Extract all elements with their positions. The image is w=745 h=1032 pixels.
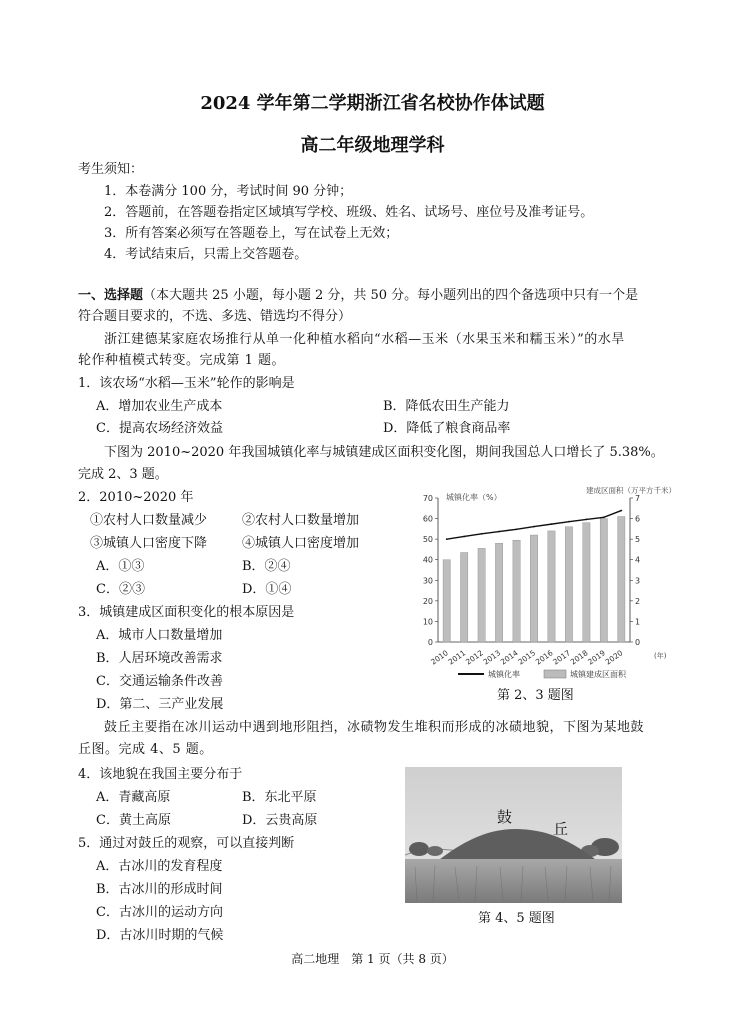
q2-statement-1: ①农村人口数量减少 (90, 513, 208, 528)
q2-option-c: C．②③ (96, 582, 145, 597)
left-tick-label: 20 (422, 596, 433, 606)
q5-option-a: A．古冰川的发育程度 (96, 859, 223, 874)
page-footer: 高二地理 第 1 页（共 8 页） (291, 952, 454, 966)
q2-statement-3: ③城镇人口密度下降 (90, 536, 208, 551)
x-tick-label: 2011 (446, 648, 468, 667)
right-tick-label: 2 (635, 596, 641, 606)
drumlin-photo (405, 767, 622, 903)
bar-2015 (530, 535, 537, 642)
question-2-stem: 2．2010~2020 年 (78, 490, 194, 505)
x-tick-label: 2019 (586, 648, 607, 667)
left-tick-label: 30 (422, 576, 433, 586)
rate-point-2010 (446, 538, 448, 540)
right-tick-label: 7 (635, 494, 641, 503)
x-tick-label: 2010 (429, 648, 450, 667)
rate-point-2019 (603, 516, 605, 518)
notice-heading: 考生须知： (78, 162, 144, 177)
photo-label-gu: 鼓 (497, 808, 513, 826)
rate-point-2018 (585, 518, 587, 520)
q3-option-a: A．城市人口数量增加 (96, 628, 223, 643)
chart-x-unit: (年) (654, 652, 667, 660)
bar-2013 (495, 543, 502, 642)
q3-option-c: C．交通运输条件改善 (96, 674, 223, 689)
urbanization-chart (418, 484, 674, 684)
q4-option-d: D．云贵高原 (242, 813, 318, 828)
chart-left-axis-label: 城镇化率（%） (446, 493, 502, 502)
bar-2018 (583, 523, 590, 642)
q2-statement-2: ②农村人口数量增加 (242, 513, 360, 528)
bar-2020 (618, 517, 625, 642)
left-tick-label: 50 (422, 535, 433, 545)
q1-option-b: B．降低农田生产能力 (383, 399, 510, 414)
page-title: 2024 学年第二学期浙江省名校协作体试题 (200, 93, 545, 114)
q4-option-b: B．东北平原 (242, 790, 317, 805)
q1-option-d: D．降低了粮食商品率 (383, 421, 511, 436)
left-tick-label: 0 (427, 638, 433, 647)
rate-point-2017 (568, 521, 570, 523)
passage-1-line-2: 轮作种植模式转变。完成第 1 题。 (78, 353, 286, 368)
x-tick-label: 2013 (481, 648, 503, 667)
drumlin-illustration (405, 767, 622, 903)
right-tick-label: 4 (635, 555, 641, 565)
bar-2010 (443, 560, 450, 642)
right-tick-label: 3 (635, 576, 641, 586)
right-tick-label: 1 (635, 617, 641, 627)
question-4-stem: 4．该地貌在我国主要分布于 (78, 767, 243, 782)
notice-item: 2．答题前，在答题卷指定区域填写学校、班级、姓名、试场号、座位号及准考证号。 (104, 205, 594, 220)
section-header (78, 286, 638, 305)
rate-point-2015 (533, 526, 535, 528)
bar-2019 (600, 519, 607, 642)
x-tick-label: 2017 (551, 648, 573, 667)
passage-1-line-1: 浙江建德某家庭农场推行从单一化种植水稻向“水稻—玉米（水果玉米和糯玉米）”的水旱 (104, 332, 625, 347)
rate-point-2011 (463, 536, 465, 538)
x-tick-label: 2018 (568, 648, 590, 667)
rate-point-2013 (498, 531, 500, 533)
q3-option-b: B．人居环境改善需求 (96, 651, 223, 666)
rate-point-2014 (516, 528, 518, 530)
left-tick-label: 70 (422, 494, 433, 503)
right-tick-label: 6 (635, 514, 641, 524)
legend-label-area: 城镇建成区面积 (570, 670, 626, 679)
passage-3-line-2: 丘图。完成 4、5 题。 (78, 742, 213, 757)
rate-point-2016 (551, 523, 553, 525)
tree-left (409, 842, 429, 856)
section-label: 一、选择题 (78, 288, 144, 303)
q4-option-c: C．黄土高原 (96, 813, 171, 828)
q2-option-a: A．①③ (96, 559, 145, 574)
passage-2-line-2: 完成 2、3 题。 (78, 467, 168, 482)
chart-caption: 第 2、3 题图 (497, 688, 574, 703)
q2-statement-4: ④城镇人口密度增加 (242, 536, 360, 551)
photo-caption: 第 4、5 题图 (478, 911, 555, 926)
legend-bar-swatch (544, 670, 566, 678)
chart-svg (418, 484, 674, 684)
bar-2011 (461, 553, 468, 642)
chart-right-axis-label: 建成区面积（万平方千米） (586, 486, 674, 495)
rate-point-2020 (620, 510, 622, 512)
q5-option-c: C．古冰川的运动方向 (96, 905, 223, 920)
right-tick-label: 0 (635, 638, 641, 647)
question-1-stem: 1．该农场“水稻—玉米”轮作的影响是 (78, 376, 295, 391)
q3-option-d: D．第二、三产业发展 (96, 697, 224, 712)
notice-item: 4．考试结束后，只需上交答题卷。 (104, 247, 308, 262)
question-5-stem: 5．通过对鼓丘的观察，可以直接判断 (78, 836, 295, 851)
right-tick-label: 5 (635, 535, 641, 545)
passage-3-line-1: 鼓丘主要指在冰川运动中遇到地形阻挡，冰碛物发生堆积而形成的冰碛地貌，下图为某地鼓 (104, 720, 645, 735)
left-tick-label: 40 (422, 555, 433, 565)
page-subtitle: 高二年级地理学科 (300, 135, 445, 156)
x-tick-label: 2015 (516, 648, 538, 667)
q5-option-d: D．古冰川时期的气候 (96, 928, 224, 943)
q4-option-a: A．青藏高原 (96, 790, 171, 805)
legend-label-rate: 城镇化率 (488, 670, 520, 679)
rate-point-2012 (481, 533, 483, 535)
notice-item: 3．所有答案必须写在答题卷上，写在试卷上无效； (104, 226, 399, 241)
q5-option-b: B．古冰川的形成时间 (96, 882, 223, 897)
q1-option-a: A．增加农业生产成本 (96, 399, 223, 414)
section-desc-2: 符合题目要求的，不选、多选、错选均不得分） (78, 309, 352, 324)
x-tick-label: 2012 (463, 648, 485, 667)
x-tick-label: 2016 (533, 648, 555, 667)
notice-item: 1．本卷满分 100 分，考试时间 90 分钟； (104, 184, 353, 199)
q2-option-d: D．①④ (242, 582, 292, 597)
x-tick-label: 2014 (498, 648, 520, 667)
bar-2016 (548, 531, 555, 642)
q1-option-c: C．提高农场经济效益 (96, 421, 223, 436)
section-desc: （本大题共 25 小题，每小题 2 分，共 50 分。每小题列出的四个备选项中只有一个是 (143, 288, 639, 303)
q2-option-b: B．②④ (242, 559, 291, 574)
bar-2014 (513, 540, 520, 642)
bar-2012 (478, 548, 485, 642)
photo-label-qiu: 丘 (553, 820, 569, 838)
bar-2017 (565, 527, 572, 642)
x-tick-label: 2020 (603, 648, 625, 667)
left-tick-label: 60 (422, 514, 433, 524)
passage-2-line-1: 下图为 2010~2020 年我国城镇化率与城镇建成区面积变化图，期间我国总人口增长了 5.38%。 (104, 445, 664, 460)
question-3-stem: 3．城镇建成区面积变化的根本原因是 (78, 605, 295, 620)
left-tick-label: 10 (422, 617, 433, 627)
